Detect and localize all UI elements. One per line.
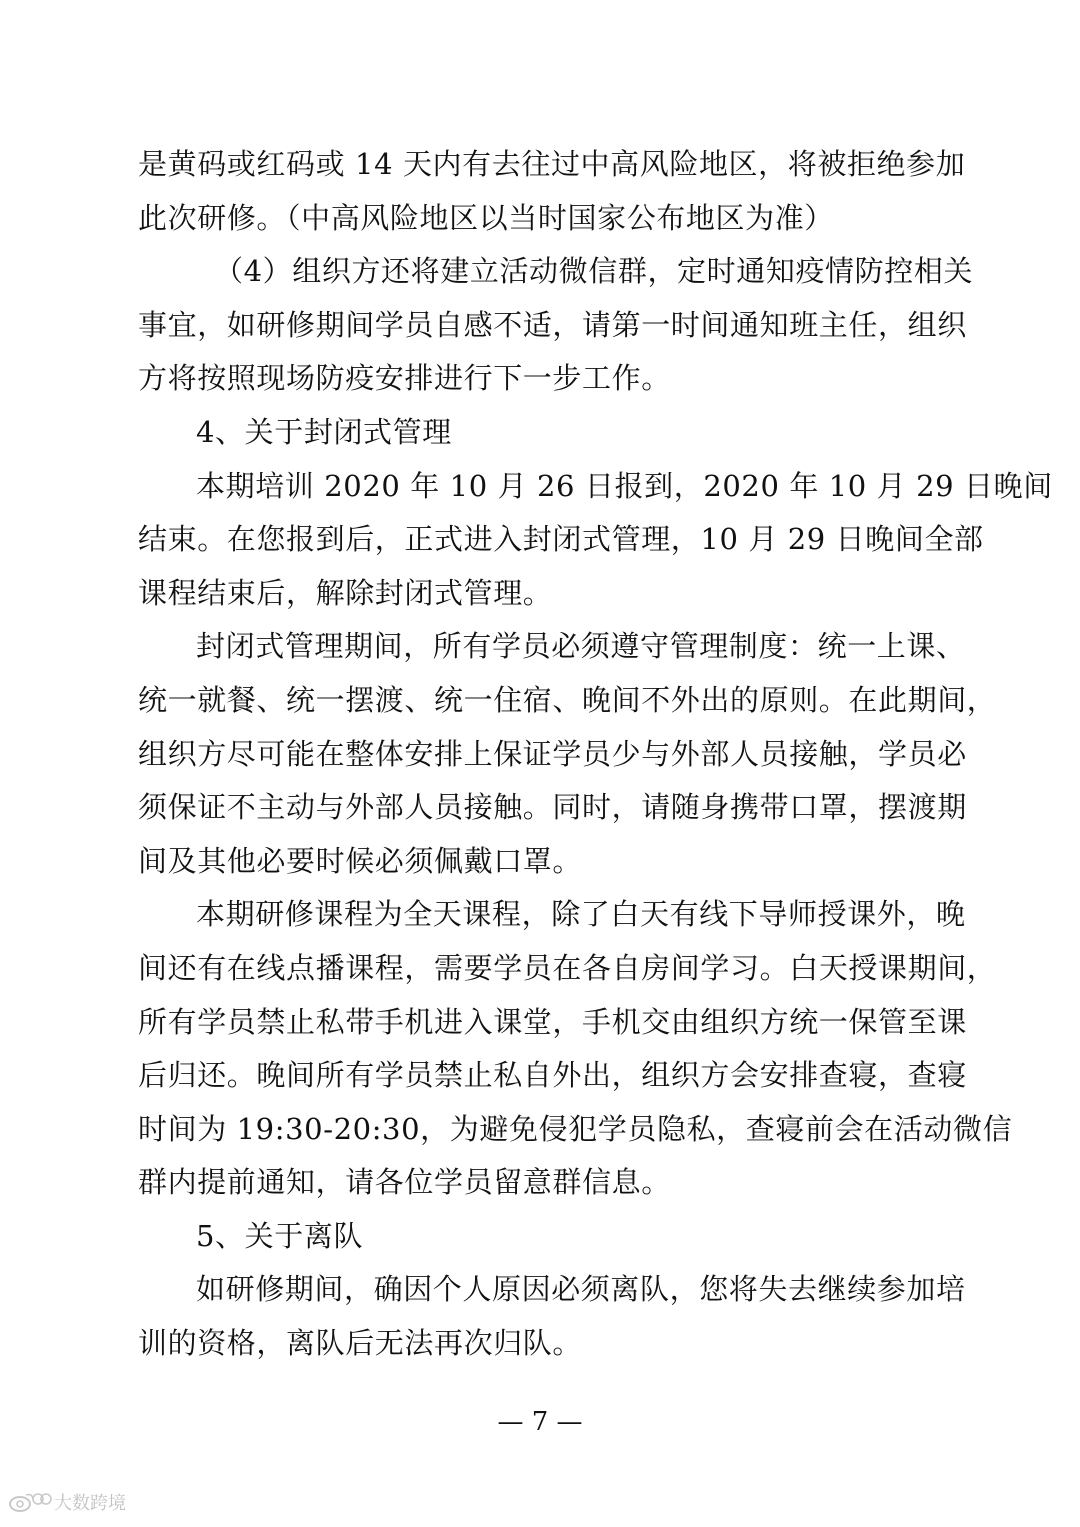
body-text-line: 方将按照现场防疫安排进行下一步工作。	[138, 361, 671, 396]
body-text-line: 须保证不主动与外部人员接触。同时，请随身携带口罩，摆渡期	[138, 790, 967, 825]
body-text-line: 事宜，如研修期间学员自感不适，请第一时间通知班主任，组织	[138, 307, 967, 342]
body-text-line: 所有学员禁止私带手机进入课堂，手机交由组织方统一保管至课	[138, 1004, 967, 1039]
section-heading-5: 5、关于离队	[196, 1218, 364, 1253]
weibo-logo-icon	[8, 1490, 52, 1514]
paragraph-first-line: 如研修期间，确因个人原因必须离队，您将失去继续参加培	[196, 1272, 966, 1307]
paragraph-first-line: 封闭式管理期间，所有学员必须遵守管理制度：统一上课、	[196, 629, 966, 664]
body-text-line: 组织方尽可能在整体安排上保证学员少与外部人员接触，学员必	[138, 736, 967, 771]
body-text-line: 此次研修。（中高风险地区以当时国家公布地区为准）	[138, 200, 834, 235]
body-text-line: 是黄码或红码或 14 天内有去往过中高风险地区，将被拒绝参加	[138, 147, 966, 181]
body-text-line: 间还有在线点播课程，需要学员在各自房间学习。白天授课期间，	[138, 950, 997, 985]
list-item-line: （4）组织方还将建立活动微信群，定时通知疫情防控相关	[214, 254, 974, 289]
body-text-line: 结束。在您报到后，正式进入封闭式管理，10 月 29 日晚间全部	[138, 522, 984, 557]
body-text-line: 群内提前通知，请各位学员留意群信息。	[138, 1165, 671, 1200]
page-number: — 7 —	[497, 1407, 583, 1437]
body-text-line: 后归还。晚间所有学员禁止私自外出，组织方会安排查寝，查寝	[138, 1058, 967, 1093]
body-text-line: 间及其他必要时候必须佩戴口罩。	[138, 843, 583, 878]
watermark-text: 大数跨境	[54, 1493, 126, 1514]
paragraph-first-line: 本期研修课程为全天课程，除了白天有线下导师授课外，晚	[196, 897, 966, 932]
section-heading-4: 4、关于封闭式管理	[196, 414, 452, 449]
paragraph-first-line: 本期培训 2020 年 10 月 26 日报到，2020 年 10 月 29 日晚间	[196, 468, 1053, 503]
body-text-line: 统一就餐、统一摆渡、统一住宿、晚间不外出的原则。在此期间，	[138, 682, 997, 717]
document-body	[138, 138, 1053, 1371]
body-text-line: 时间为 19:30-20:30，为避免侵犯学员隐私，查寝前会在活动微信	[138, 1111, 1013, 1146]
body-text-line: 训的资格，离队后无法再次归队。	[138, 1326, 583, 1361]
watermark	[8, 1488, 126, 1516]
body-text-line: 课程结束后，解除封闭式管理。	[138, 575, 553, 610]
